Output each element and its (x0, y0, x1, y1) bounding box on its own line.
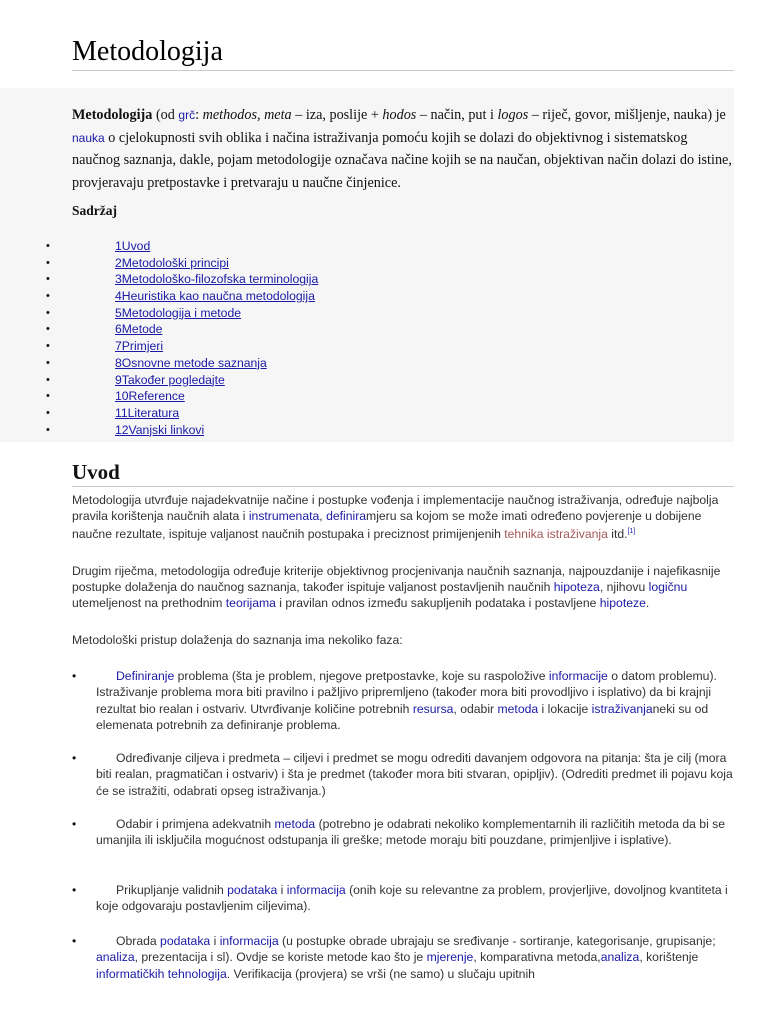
text: , korištenje (639, 950, 699, 965)
bullet: • (46, 390, 50, 403)
uvod-paragraph-3: Metodološki pristup dolaženja do saznanja ima nekoliko faza: (72, 633, 403, 647)
toc-link-metodologija-metode[interactable]: 5Metodologija i metode (115, 305, 242, 320)
term-methodos: methodos (202, 107, 257, 123)
toc-link-reference[interactable]: 10Reference (115, 389, 185, 404)
text: mjeru sa kojom se može imati određeno povjerenje u dobijene naučne rezultate, ispituje valjanost naučnih postupaka i preciznost primijenjenih (72, 509, 702, 542)
link-metoda[interactable]: metoda (274, 817, 316, 831)
toc-item (0, 405, 700, 422)
text: – riječ, govor, mišljenje, nauka) je (528, 107, 726, 123)
reference-1[interactable]: [1] (627, 528, 636, 536)
phase-item-1 (72, 668, 734, 734)
link-resursa[interactable]: resursa (412, 701, 454, 716)
toc-item (0, 321, 700, 338)
text: – način, put i (416, 107, 498, 123)
toc-item (0, 422, 700, 439)
link-hipoteza[interactable]: hipoteza (553, 580, 600, 595)
bullet: • (46, 406, 50, 419)
toc-item (0, 372, 700, 389)
text: , odabir (453, 701, 498, 716)
toc-item (0, 355, 700, 372)
text: , njihovu (599, 580, 649, 595)
bullet: • (46, 306, 50, 319)
text: , (256, 107, 265, 123)
link-instrumenata[interactable]: instrumenata (248, 509, 320, 524)
text: Drugim riječma, metodologija određuje kriterije objektivnog procjenivanja naučnih saznanja, najpouzdanije i najefikasnije postupke dolaženja do naučnog saznanja, također ispituje valjanost postavljenih naučnih (72, 564, 721, 595)
text: i (277, 883, 287, 897)
bullet: • (46, 323, 50, 336)
phase-item-2 (72, 750, 734, 799)
text: (od (152, 107, 179, 123)
phase-item-3 (72, 816, 734, 849)
uvod-paragraph-2 (72, 563, 734, 612)
intro-term: Metodologija (72, 107, 153, 123)
bullet: • (46, 340, 50, 353)
toc-item (0, 388, 700, 405)
text: . (645, 596, 650, 611)
link-informacija[interactable]: informacija (286, 883, 346, 897)
link-tehnika-istrazivanja[interactable]: tehnika istraživanja (504, 527, 608, 542)
link-podataka[interactable]: podataka (227, 883, 278, 897)
text: . Verifikacija (provjera) se vrši (ne samo) u slučaju upitnih (226, 966, 535, 981)
toc-link-terminologija[interactable]: 3Metodološko-filozofska terminologija (115, 272, 319, 287)
text: : (195, 107, 203, 123)
text: , (319, 509, 327, 524)
bullet: • (72, 883, 77, 897)
toc-link-metode[interactable]: 6Metode (115, 322, 163, 337)
phase-item-5 (72, 933, 734, 982)
toc-link-heuristika[interactable]: 4Heuristika kao naučna metodologija (115, 289, 315, 304)
link-hipoteze[interactable]: hipoteze (599, 596, 646, 611)
intro-paragraph (72, 104, 732, 195)
toc-link-takoder[interactable]: 9Također pogledajte (115, 372, 225, 387)
toc-link-principi[interactable]: 2Metodološki principi (115, 255, 229, 270)
text: (potrebno je odabrati nekoliko komplementarnih ili različitih metoda da bi se umanjila ili isključila mogućnost odstupanja ili greške; metode moraju biti pouzdane, primjenljive i isplative). (96, 817, 726, 848)
text: Prikupljanje validnih (116, 883, 228, 897)
toc-item (0, 288, 700, 305)
text: (onih koje su relevantne za problem, provjerljive, dovoljnog kvantiteta i koje odgovaraju postavljenim ciljevima). (96, 883, 728, 914)
toc-title: Sadržaj (72, 203, 117, 218)
phase-item-4 (72, 882, 734, 915)
bullet: • (72, 751, 77, 765)
link-mjerenje[interactable]: mjerenje (426, 950, 474, 965)
toc-link-vanjski[interactable]: 12Vanjski linkovi (115, 422, 205, 437)
toc-item (0, 338, 700, 355)
page-title: Metodologija (72, 34, 734, 71)
link-teorijama[interactable]: teorijama (225, 596, 276, 611)
text: i (210, 934, 220, 948)
link-definiranje[interactable]: Definiranje (116, 669, 175, 683)
text: itd. (607, 527, 628, 542)
link-istrazivanja[interactable]: istraživanja (591, 701, 653, 716)
uvod-paragraph-1 (72, 492, 734, 543)
link-definira[interactable]: definira (326, 509, 367, 524)
link-informaticke-tehnologije[interactable]: informatičkih tehnologija (96, 966, 227, 981)
term-logos: logos (497, 107, 529, 123)
link-nauka[interactable]: nauka (72, 130, 105, 145)
text: – iza, poslije + (291, 107, 383, 123)
phase-text: Određivanje ciljeva i predmeta – ciljevi i predmet se mogu odrediti davanjem odgovora na pitanja: šta je cilj (mora biti realan, pragmatičan i ostvariv) i šta je predmet (također mora biti stvaran, opipljiv). (Odrediti predmet ili pojavu koja će se istražiti, odabrati opseg istraživanja.) (96, 751, 733, 798)
text: Obrada (116, 934, 161, 948)
text: Metodologija utvrđuje najadekvatnije načine i postupke vođenja i implementacije naučnog istraživanja, određuje najbolja pravila korištenja naučnih alata i (72, 493, 719, 524)
text: problema (šta je problem, njegove pretpostavke, koje su raspoložive (174, 669, 549, 683)
bullet: • (72, 934, 77, 948)
toc-link-primjeri[interactable]: 7Primjeri (115, 339, 164, 354)
text: , prezentacija i sl). Ovdje se koriste metode kao što je (134, 950, 427, 965)
bullet: • (72, 817, 77, 831)
bullet: • (46, 423, 50, 436)
text: i pravilan odnos između sakupljenih podataka i postavljene (275, 596, 600, 611)
toc-list (0, 238, 700, 438)
link-informacije[interactable]: informacije (548, 669, 608, 683)
bullet: • (46, 240, 50, 252)
term-hodos: hodos (382, 107, 417, 123)
link-analiza-2[interactable]: analiza (600, 950, 640, 965)
text: neki su od elemenata potrebnih za definiranje problema. (96, 701, 709, 733)
link-podataka[interactable]: podataka (160, 934, 211, 948)
toc-link-literatura[interactable]: 11Literatura (115, 405, 180, 420)
toc-item (0, 255, 700, 272)
text: , komparativna metoda, (473, 950, 601, 965)
bullet: • (46, 356, 50, 369)
link-grc[interactable]: grč (178, 108, 196, 122)
bullet: • (46, 273, 50, 286)
text: i lokacije (538, 701, 592, 716)
section-heading-uvod: Uvod (72, 458, 734, 487)
link-analiza[interactable]: analiza (96, 950, 135, 965)
text: o cjelokupnosti svih oblika i načina istraživanja pomoću kojih se dolazi do objektivnog i sistematskog naučnog saznanja, dakle, pojam metodologije označava načine kojih se na naučan, objektivan način dolazi do istine, provjeravaju pretpostavke i pretvaraju u naučne činjenice. (72, 129, 732, 192)
toc-item (0, 305, 700, 322)
toc-link-osnovne-metode[interactable]: 8Osnovne metode saznanja (115, 355, 267, 370)
toc-item (0, 238, 700, 255)
bullet: • (46, 373, 50, 386)
bullet: • (46, 290, 50, 303)
bullet: • (72, 669, 77, 683)
link-metoda[interactable]: metoda (497, 701, 539, 716)
link-informacija[interactable]: informacija (219, 934, 279, 948)
link-logicnu[interactable]: logičnu (648, 580, 688, 595)
term-meta: meta (264, 107, 292, 123)
toc-link-uvod[interactable]: 1Uvod (115, 239, 151, 253)
text: utemeljenost na prethodnim (72, 596, 226, 611)
text: o datom problemu). Istraživanje problema mora biti pravilno i pažljivo pripremljeno (također mora biti provodljivo i isplativo) da bi krajnji rezultat bio realan i ostvariv. Utvrđivanje količine potrebnih (96, 669, 717, 716)
text: (u postupke obrade ubrajaju se sređivanje - sortiranje, kategorisanje, grupisanje; (278, 934, 716, 948)
toc-item (0, 271, 700, 288)
bullet: • (46, 256, 50, 269)
text: Odabir i primjena adekvatnih (116, 817, 275, 831)
